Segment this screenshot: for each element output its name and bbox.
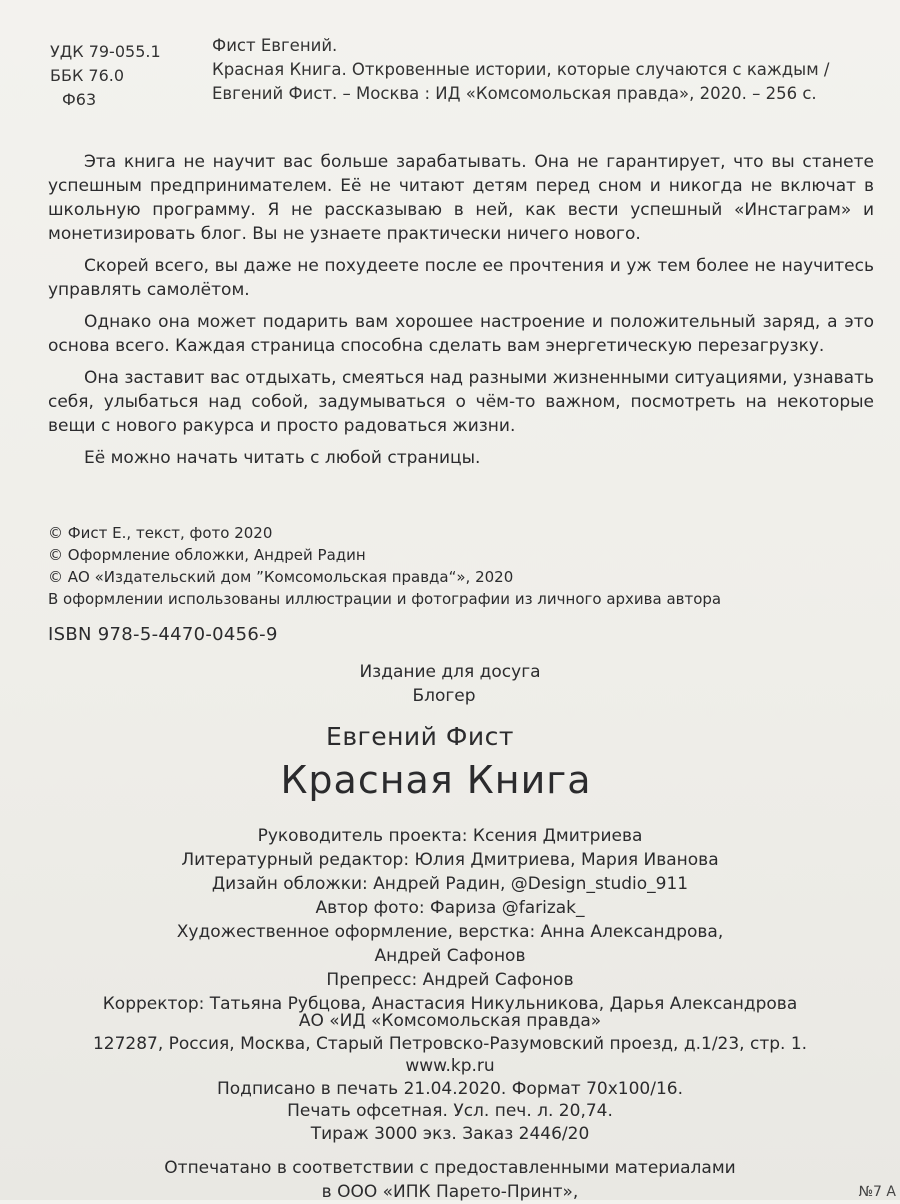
imprint-address: 127287, Россия, Москва, Старый Петровско-Разумовский проезд, д.1/23, стр. 1.	[92, 1033, 808, 1054]
corner-mark: №7 А	[858, 1184, 896, 1200]
udk-code: УДК 79-055.1	[50, 42, 161, 61]
credit-line: Корректор: Татьяна Рубцова, Анастасия Никульникова, Дарья Александрова	[102, 994, 798, 1014]
credit-line: Дизайн обложки: Андрей Радин, @Design_studio_911	[211, 874, 689, 894]
printer-line: в ООО «ИПК Парето-Принт»,	[321, 1182, 579, 1202]
bibliographic-record	[212, 34, 872, 106]
copyright-cover: © Оформление обложки, Андрей Радин	[48, 546, 366, 564]
edition-type: Издание для досуга	[359, 662, 541, 682]
annotation-paragraph: Она заставит вас отдыхать, смеяться над разными жизненными ситуациями, узнавать себя, улыбаться над собой, задумываться о чём-то важном, посмотреть на некоторые вещи с нового ракурса и просто радоваться жизни.	[48, 368, 874, 436]
credits-block	[0, 824, 900, 1016]
imprint-print-type: Печать офсетная. Усл. печ. л. 20,74.	[287, 1101, 613, 1121]
annotation-paragraph: Однако она может подарить вам хорошее настроение и положительный заряд, а это основа всего. Каждая страница способна сделать вам энергетическую перезагрузку.	[48, 312, 874, 356]
imprint-website: www.kp.ru	[405, 1056, 495, 1076]
author-sign-code: Ф63	[62, 90, 97, 109]
book-title: Красная Книга	[280, 758, 592, 802]
printer-info	[0, 1156, 900, 1204]
credit-line: Литературный редактор: Юлия Дмитриева, Мария Иванова	[181, 850, 719, 870]
credit-line: Руководитель проекта: Ксения Дмитриева	[257, 826, 643, 846]
copyright-publisher: © АО «Издательский дом ”Комсомольская правда“», 2020	[48, 568, 514, 586]
biblio-author: Фист Евгений.	[212, 36, 338, 55]
biblio-publisher-line: Евгений Фист. – Москва : ИД «Комсомольская правда», 2020. – 256 с.	[212, 84, 817, 103]
author-name: Евгений Фист	[326, 722, 514, 751]
bbk-code: ББК 76.0	[50, 66, 125, 85]
annotation-paragraph: Её можно начать читать с любой страницы.	[84, 448, 481, 468]
biblio-title-line: Красная Книга. Откровенные истории, которые случаются с каждым /	[212, 60, 830, 79]
annotation-paragraph: Эта книга не научит вас больше зарабатывать. Она не гарантирует, что вы станете успешным предпринимателем. Её не читают детям перед сном и никогда не включат в школьную программу. Я не рассказываю в ней, как вести успешный «Инстаграм» и монетизировать блог. Вы не узнаете практически ничего нового.	[48, 152, 874, 244]
credit-line: Андрей Сафонов	[374, 946, 526, 966]
book-annotation	[48, 150, 874, 478]
copyright-text: © Фист Е., текст, фото 2020	[48, 524, 273, 542]
imprint-block	[0, 1010, 900, 1145]
annotation-paragraph: Скорей всего, вы даже не похудеете после ее прочтения и уж тем более не научитесь управлять самолётом.	[48, 256, 874, 300]
edition-genre: Блогер	[412, 686, 476, 706]
catalog-codes	[50, 40, 161, 112]
credit-line: Художественное оформление, верстка: Анна Александрова,	[176, 922, 724, 942]
printer-line: Отпечатано в соответствии с предоставленными материалами	[164, 1158, 736, 1178]
isbn-number: ISBN 978-5-4470-0456-9	[48, 624, 278, 645]
credit-line: Препресс: Андрей Сафонов	[326, 970, 574, 990]
copyright-block	[48, 522, 868, 610]
edition-info	[0, 660, 900, 708]
imprint-signed: Подписано в печать 21.04.2020. Формат 70х100/16.	[217, 1078, 683, 1099]
imprint-run: Тираж 3000 экз. Заказ 2446/20	[310, 1123, 590, 1144]
credit-line: Автор фото: Фариза @farizak_	[315, 898, 585, 918]
imprint-publisher: АО «ИД «Комсомольская правда»	[298, 1011, 602, 1031]
illustrations-note: В оформлении использованы иллюстрации и фотографии из личного архива автора	[48, 590, 722, 608]
